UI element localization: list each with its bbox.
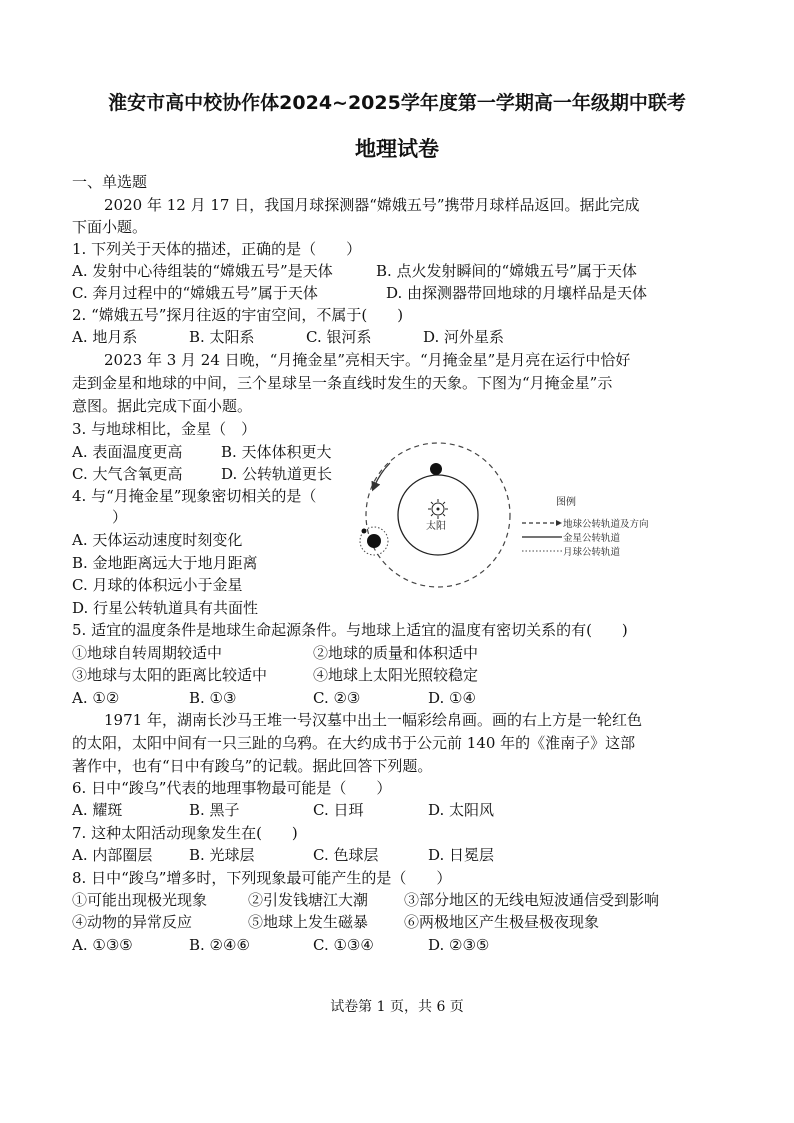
question-1-option-b: B. 点火发射瞬间的“嫦娥五号”属于天体 [376, 262, 637, 280]
passage-3-line-3: 著作中，也有“日中有踆乌”的记载。据此回答下列题。 [72, 757, 433, 775]
question-5-item-4: ④地球上太阳光照较稳定 [313, 666, 479, 684]
passage-3-line-2: 的太阳，太阳中间有一只三趾的乌鸦。在大约成书于公元前 140 年的《淮南子》这部 [72, 734, 636, 752]
question-7-option-c: C. 色球层 [313, 846, 379, 864]
legend-moon-label: 月球公转轨道 [563, 547, 621, 558]
question-8-option-d: D. ②③⑤ [428, 936, 490, 954]
question-3-option-c: C. 大气含氧更高 [72, 465, 183, 483]
question-2-option-b: B. 太阳系 [189, 328, 255, 346]
passage-1-line-1: 2020 年 12 月 17 日，我国月球探测器“嫦娥五号”携带月球样品返回。据此完成 [104, 196, 640, 214]
question-8-item-3: ③部分地区的无线电短波通信受到影响 [404, 891, 660, 909]
legend-title: 图例 [556, 497, 576, 508]
question-5-item-1: ①地球自转周期较适中 [72, 644, 223, 662]
question-3-stem: 3. 与地球相比，金星（ ） [72, 420, 257, 438]
question-2-option-c: C. 银河系 [306, 328, 372, 346]
question-4-stem-end: ） [112, 508, 128, 526]
question-3-option-a: A. 表面温度更高 [72, 443, 183, 461]
lunar-occultation-figure [350, 425, 700, 615]
question-5-stem: 5. 适宜的温度条件是地球生命起源条件。与地球上适宜的温度有密切关系的有( ) [72, 621, 628, 639]
passage-2-line-2: 走到金星和地球的中间，三个星球呈一条直线时发生的天象。下图为“月掩金星”示 [72, 374, 613, 392]
question-6-option-d: D. 太阳风 [428, 801, 495, 819]
question-5-option-a: A. ①② [72, 689, 120, 707]
passage-2-line-1: 2023 年 3 月 24 日晚，“月掩金星”亮相天宇。“月掩金星”是月亮在运行中恰好 [104, 351, 631, 369]
question-6-option-a: A. 耀斑 [72, 801, 123, 819]
question-7-stem: 7. 这种太阳活动现象发生在( ) [72, 824, 298, 842]
question-2-option-a: A. 地月系 [72, 328, 138, 346]
question-5-option-b: B. ①③ [189, 689, 237, 707]
question-1-option-c: C. 奔月过程中的“嫦娥五号”属于天体 [72, 284, 318, 302]
question-4-option-c: C. 月球的体积远小于金星 [72, 576, 243, 594]
question-6-option-c: C. 日珥 [313, 801, 364, 819]
section-heading: 一、单选题 [72, 173, 148, 191]
question-7-option-a: A. 内部圈层 [72, 846, 153, 864]
page-footer: 试卷第 1 页，共 6 页 [330, 999, 464, 1015]
question-1-option-d: D. 由探测器带回地球的月壤样品是天体 [386, 284, 648, 302]
exam-subtitle: 地理试卷 [355, 137, 439, 161]
question-8-stem: 8. 日中“踆乌”增多时，下列现象最可能产生的是（ ） [72, 869, 452, 887]
question-4-option-d: D. 行星公转轨道具有共面性 [72, 599, 259, 617]
passage-2-line-3: 意图。据此完成下面小题。 [72, 397, 253, 415]
question-8-item-6: ⑥两极地区产生极昼极夜现象 [404, 913, 600, 931]
sun-label: 太阳 [426, 521, 446, 532]
question-8-item-5: ⑤地球上发生磁暴 [248, 913, 369, 931]
moon-icon [362, 529, 367, 534]
question-3-option-d: D. 公转轨道更长 [221, 465, 333, 483]
question-6-stem: 6. 日中“踆乌”代表的地理事物最可能是（ ） [72, 779, 392, 797]
question-5-option-d: D. ①④ [428, 689, 476, 707]
question-5-item-2: ②地球的质量和体积适中 [313, 644, 479, 662]
question-4-option-b: B. 金地距离远大于地月距离 [72, 554, 258, 572]
question-8-option-b: B. ②④⑥ [189, 936, 250, 954]
question-3-option-b: B. 天体体积更大 [221, 443, 332, 461]
question-8-item-1: ①可能出现极光现象 [72, 891, 208, 909]
question-7-option-b: B. 光球层 [189, 846, 255, 864]
question-8-option-c: C. ①③④ [313, 936, 374, 954]
question-5-item-3: ③地球与太阳的距离比较适中 [72, 666, 268, 684]
question-8-item-2: ②引发钱塘江大潮 [248, 891, 369, 909]
question-8-option-a: A. ①③⑤ [72, 936, 133, 954]
question-7-option-d: D. 日冕层 [428, 846, 495, 864]
passage-3-line-1: 1971 年，湖南长沙马王堆一号汉墓中出土一幅彩绘帛画。画的右上方是一轮红色 [104, 711, 642, 729]
question-2-option-d: D. 河外星系 [423, 328, 505, 346]
exam-title: 淮安市高中校协作体2024~2025学年度第一学期高一年级期中联考 [108, 92, 686, 114]
passage-1-line-2: 下面小题。 [72, 218, 148, 236]
question-4-option-a: A. 天体运动速度时刻变化 [72, 531, 243, 549]
question-2-stem: 2. “嫦娥五号”探月往返的宇宙空间，不属于( ) [72, 306, 404, 324]
question-8-item-4: ④动物的异常反应 [72, 913, 193, 931]
question-5-option-c: C. ②③ [313, 689, 361, 707]
question-6-option-b: B. 黑子 [189, 801, 240, 819]
question-1-stem: 1. 下列关于天体的描述，正确的是（ ） [72, 240, 362, 258]
earth-orbit-direction-arrow [374, 463, 390, 487]
legend-earth-label: 地球公转轨道及方向 [563, 519, 649, 530]
earth-icon [367, 534, 381, 548]
question-1-option-a: A. 发射中心待组装的“嫦娥五号”是天体 [72, 262, 333, 280]
legend-venus-label: 金星公转轨道 [563, 533, 621, 544]
venus-icon [430, 463, 442, 475]
question-4-stem: 4. 与“月掩金星”现象密切相关的是（ [72, 487, 317, 505]
